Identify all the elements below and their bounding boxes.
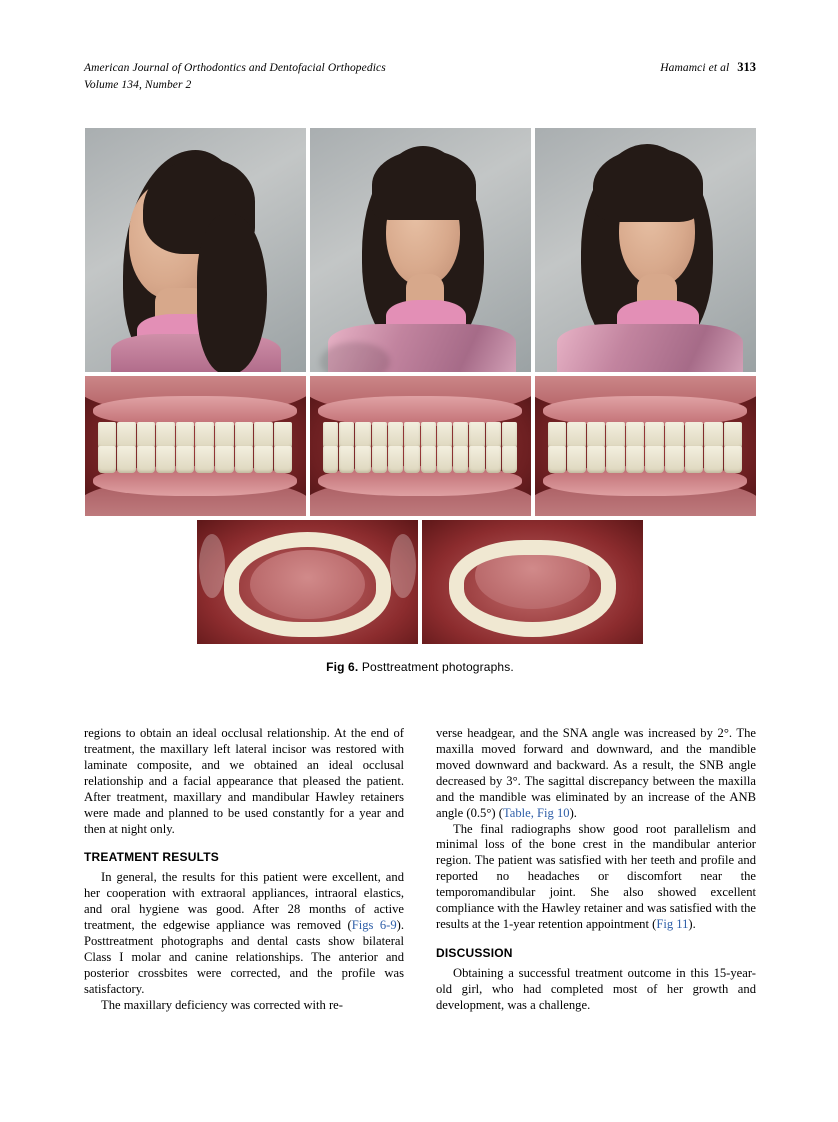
table-figure-crossref-link[interactable]: Table, Fig 10 bbox=[502, 805, 570, 820]
figure-6 bbox=[84, 128, 756, 674]
paragraph-continuation: regions to obtain an ideal occlusal relationship. At the end of treatment, the maxillary left lateral incisor was restored with laminate composite, and we obtained an ideal occlusal relationship and a facial appearance that pleased the patient. After treatment, maxillary and mandibular Hawley retainers were made and planned to be used constantly for a year and then at night only. bbox=[84, 726, 404, 836]
lower-teeth bbox=[548, 446, 742, 473]
paragraph-text-part1: The final radiographs show good root parallelism and minimal loss of the bone crest in the mandibular anterior region. The patient was satisfied with her teeth and profile and reported no headaches or discomfort near the temporomandibular joint. She also showed excellent compliance with the Hawley retainer and was satisfied with the results at the 1-year retention appointment ( bbox=[436, 821, 756, 932]
paragraph-treatment-results bbox=[84, 870, 404, 997]
cheek-retractor-left bbox=[199, 534, 225, 598]
author-page-block bbox=[660, 60, 756, 75]
paragraph-discussion: Obtaining a successful treatment outcome in this 15-year-old girl, who had completed most of her growth and development, was a challenge. bbox=[436, 965, 756, 1012]
author-running-head: Hamamci et al bbox=[660, 62, 730, 74]
frontal-view-photo bbox=[310, 128, 531, 372]
shoulder-shadow bbox=[320, 342, 390, 372]
lower-teeth bbox=[98, 446, 292, 473]
figure-crossref-link[interactable]: Figs 6-9 bbox=[351, 918, 397, 933]
journal-volume-issue: Volume 134, Number 2 bbox=[84, 78, 192, 91]
frontal-intraoral-photo bbox=[310, 376, 531, 516]
heading-discussion: DISCUSSION bbox=[436, 945, 513, 960]
paragraph-final-radiographs bbox=[436, 822, 756, 933]
lower-teeth bbox=[323, 446, 517, 473]
paragraph-text-part2: ). bbox=[688, 917, 696, 932]
left-column bbox=[84, 726, 404, 1014]
paragraph-text-part1: In general, the results for this patient were excellent, and her cooperation with extraoral appliances, intraoral elastics, and oral hygiene was good. After 28 months of active treatment, the edgewise appliance was removed ( bbox=[84, 870, 404, 933]
hair-back-shape bbox=[197, 214, 267, 372]
facial-photo-row bbox=[84, 128, 756, 372]
figure-11-crossref-link[interactable]: Fig 11 bbox=[656, 917, 689, 932]
intraoral-photo-row bbox=[84, 376, 756, 516]
right-column bbox=[436, 726, 756, 1014]
running-head bbox=[84, 60, 756, 93]
cheek-retractor-right bbox=[390, 534, 416, 598]
left-buccal-intraoral-photo bbox=[535, 376, 756, 516]
upper-teeth bbox=[548, 422, 742, 449]
right-buccal-intraoral-photo bbox=[85, 376, 306, 516]
paragraph-reverse-headgear bbox=[436, 726, 756, 822]
page-number: 313 bbox=[737, 60, 756, 74]
heading-treatment-results: TREATMENT RESULTS bbox=[84, 850, 219, 865]
body-columns bbox=[84, 726, 756, 1014]
figure-caption-text: Posttreatment photographs. bbox=[361, 660, 514, 674]
profile-view-photo bbox=[85, 128, 306, 372]
hair-top-shape bbox=[372, 150, 476, 220]
mandibular-dental-arch bbox=[449, 540, 617, 637]
paragraph-text-part2: ). bbox=[569, 805, 577, 820]
upper-teeth bbox=[323, 422, 517, 449]
journal-title-block bbox=[84, 60, 386, 93]
smiling-view-photo bbox=[535, 128, 756, 372]
upper-teeth bbox=[98, 422, 292, 449]
figure-caption bbox=[84, 660, 756, 674]
maxillary-occlusal-photo bbox=[197, 520, 418, 644]
paragraph-text-part1: verse headgear, and the SNA angle was increased by 2°. The maxilla moved forward and downward, and the mandible moved downward and backward. As a result, the SNB angle decreased by 3°. The sagittal discrepancy between the maxilla and the mandible was eliminated by an increase of the ANB angle (0.5°) ( bbox=[436, 726, 756, 820]
figure-caption-label: Fig 6. bbox=[326, 660, 359, 674]
maxillary-dental-arch bbox=[224, 532, 392, 636]
jacket-shape bbox=[557, 324, 743, 372]
hair-top-shape bbox=[593, 148, 703, 222]
paragraph-maxillary-deficiency: The maxillary deficiency was corrected with re- bbox=[101, 997, 343, 1012]
mandibular-occlusal-photo bbox=[422, 520, 643, 644]
journal-name: American Journal of Orthodontics and Dentofacial Orthopedics bbox=[84, 62, 386, 74]
paragraph-text-part2: ). Posttreatment photographs and dental casts show bilateral Class I molar and canine relationships. The anterior and posterior crossbites were corrected, and the profile was satisfactory. bbox=[84, 918, 404, 996]
occlusal-photo-row bbox=[84, 520, 756, 644]
